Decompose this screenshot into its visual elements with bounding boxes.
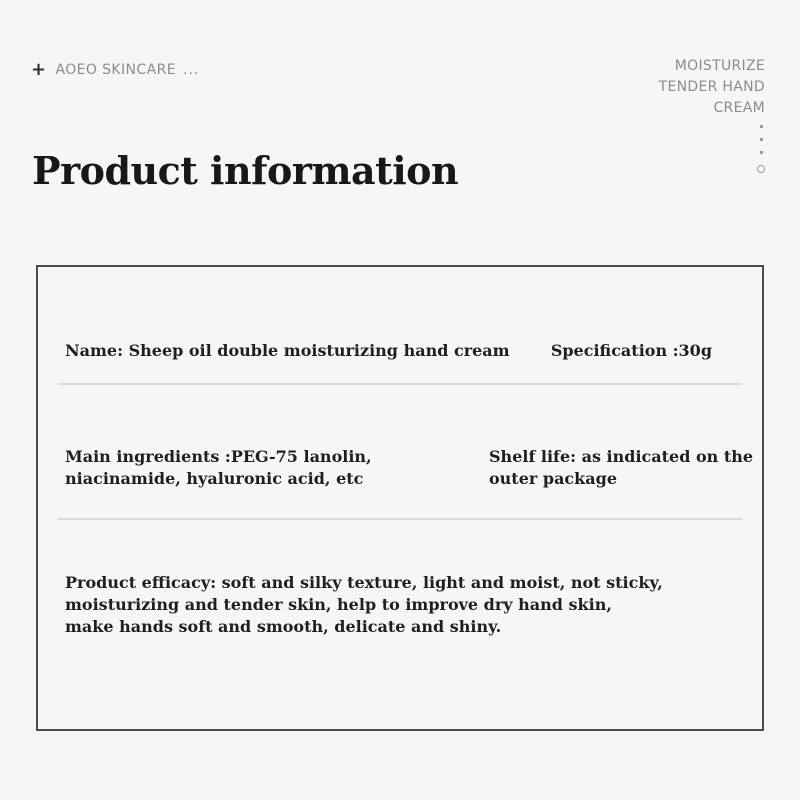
main-ingredients: Main ingredients :PEG-75 lanolin, niacinamide, hyaluronic acid, etc [65, 447, 372, 488]
shelf-life: Shelf life: as indicated on the outer package [489, 447, 754, 488]
brand-header [31, 61, 199, 79]
dot-icon [760, 125, 763, 128]
dot-icon [760, 138, 763, 141]
circle-icon [757, 165, 765, 173]
plus-icon: + [31, 59, 47, 80]
card-row-efficacy [38, 520, 762, 729]
tagline-line-2: TENDER HAND [658, 79, 765, 95]
page-title: Product information [32, 148, 459, 194]
product-info-card [36, 265, 764, 731]
product-name: Name: Sheep oil double moisturizing hand cream [65, 341, 510, 360]
brand-name: AOEO SKINCARE [55, 62, 176, 78]
side-dots-decoration [757, 125, 765, 173]
card-row-ingredients-shelf-life [38, 385, 762, 518]
dot-icon [760, 151, 763, 154]
card-row-name-specification [38, 267, 762, 383]
tagline [659, 56, 765, 119]
product-efficacy: Product efficacy: soft and silky texture, light and moist, not sticky, moisturizing and tender skin, help to improve dry hand skin, make hands soft and smooth, delicate and shiny. [65, 573, 663, 636]
ellipsis-icon: ... [182, 62, 200, 78]
product-specification: Specification :30g [550, 341, 712, 360]
tagline-line-1: MOISTURIZE [674, 58, 765, 74]
tagline-line-3: CREAM [713, 100, 765, 116]
